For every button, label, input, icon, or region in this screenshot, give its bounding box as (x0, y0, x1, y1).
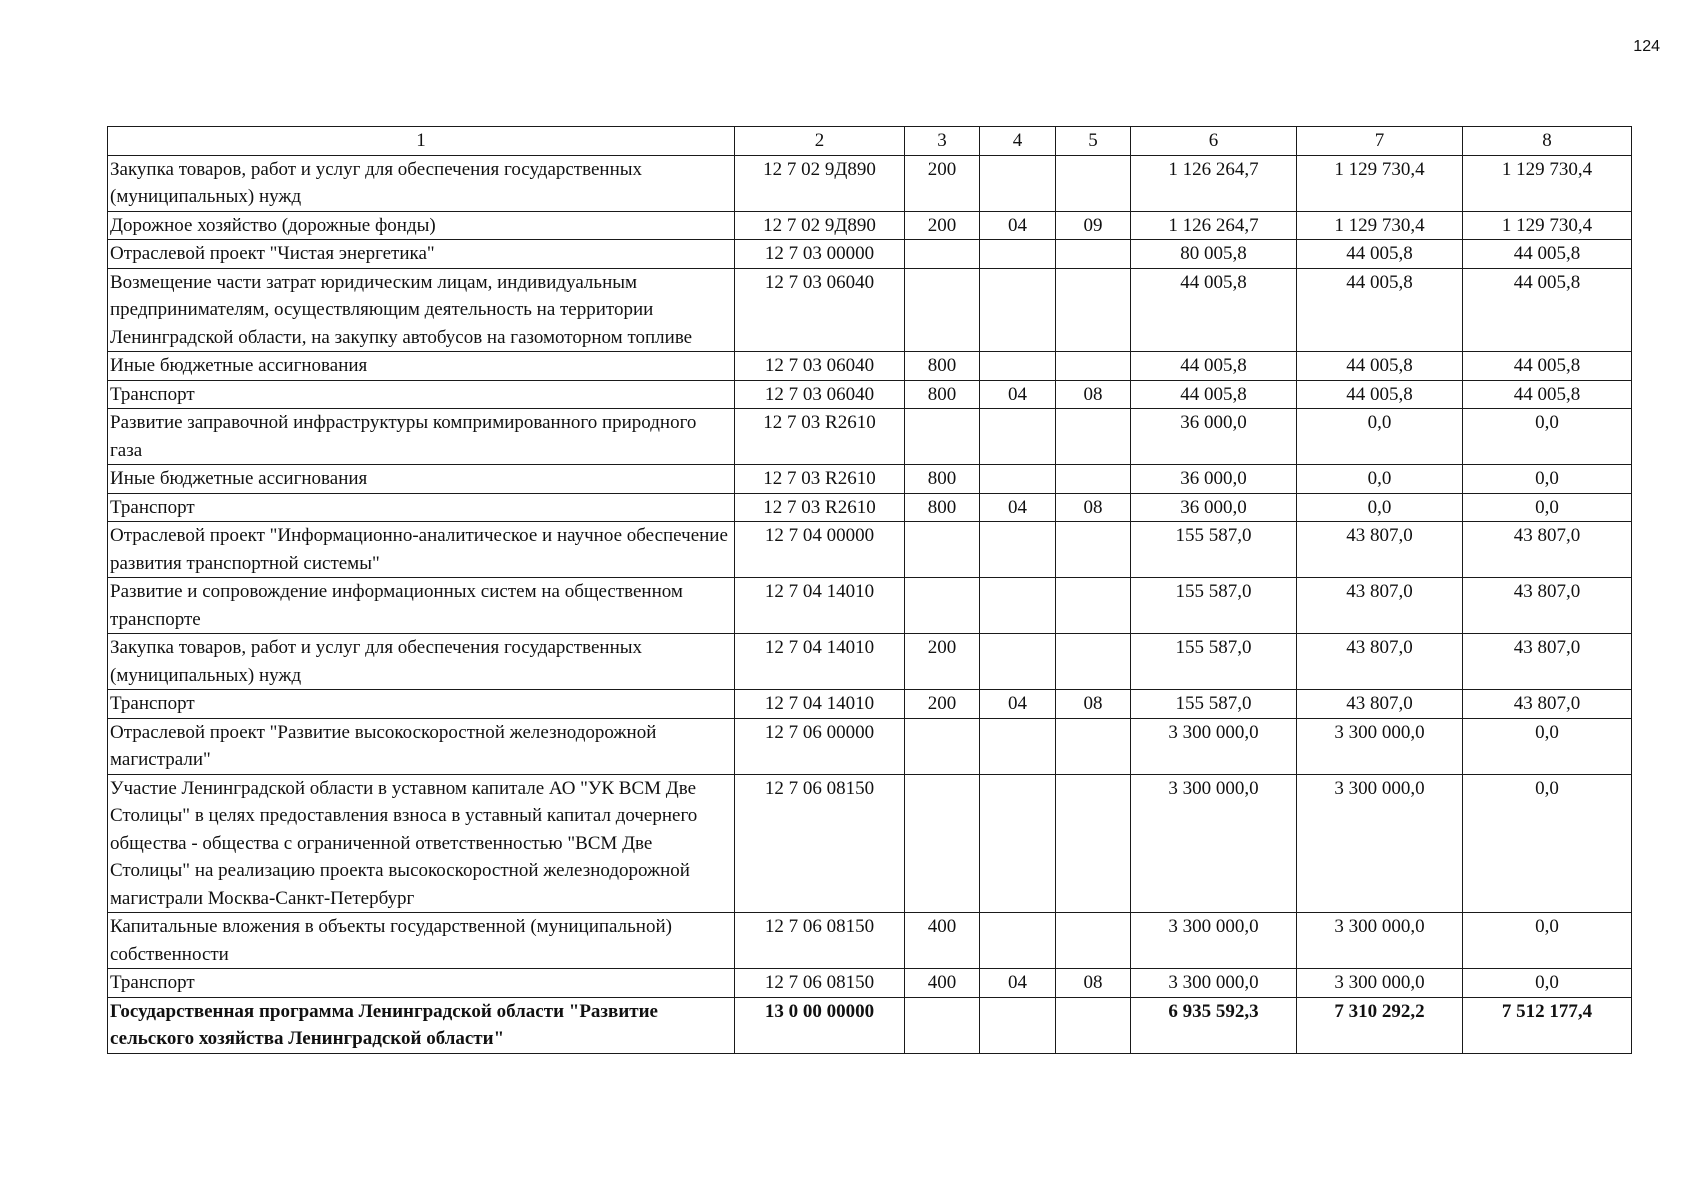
row-value-col8-cell: 0,0 (1463, 718, 1632, 774)
row-name-cell: Возмещение части затрат юридическим лицам, индивидуальным предпринимателям, осуществляющим деятельность на территории Ленинградской области, на закупку автобусов на газомоторном топливе (108, 268, 735, 352)
row-value-col8-cell: 44 005,8 (1463, 268, 1632, 352)
row-value-col6-cell: 6 935 592,3 (1131, 997, 1297, 1053)
row-name-cell: Отраслевой проект "Информационно-аналитическое и научное обеспечение развития транспортной системы" (108, 522, 735, 578)
row-code-cell: 12 7 04 14010 (735, 578, 905, 634)
row-subsection-cell (1056, 465, 1131, 494)
row-subsection-cell (1056, 240, 1131, 269)
row-section-cell: 04 (980, 493, 1056, 522)
budget-table (107, 126, 1632, 1054)
table-row (108, 634, 1632, 690)
row-code-cell: 12 7 06 08150 (735, 969, 905, 998)
row-name-cell: Государственная программа Ленинградской области "Развитие сельского хозяйства Ленинградской области" (108, 997, 735, 1053)
table-row (108, 969, 1632, 998)
row-name-cell: Транспорт (108, 380, 735, 409)
row-value-col6-cell: 3 300 000,0 (1131, 718, 1297, 774)
row-section-cell (980, 240, 1056, 269)
row-section-cell (980, 352, 1056, 381)
row-value-col6-cell: 1 126 264,7 (1131, 211, 1297, 240)
row-code-cell: 12 7 06 08150 (735, 774, 905, 913)
row-subsection-cell (1056, 155, 1131, 211)
table-row (108, 522, 1632, 578)
row-name-cell: Транспорт (108, 493, 735, 522)
row-subsection-cell: 08 (1056, 969, 1131, 998)
row-value-col7-cell: 7 310 292,2 (1297, 997, 1463, 1053)
row-subsection-cell: 08 (1056, 493, 1131, 522)
row-expense-type-cell: 400 (905, 969, 980, 998)
row-value-col7-cell: 0,0 (1297, 409, 1463, 465)
row-value-col8-cell: 0,0 (1463, 409, 1632, 465)
row-name-cell: Дорожное хозяйство (дорожные фонды) (108, 211, 735, 240)
row-value-col8-cell: 43 807,0 (1463, 578, 1632, 634)
table-row (108, 997, 1632, 1053)
row-name-cell: Иные бюджетные ассигнования (108, 465, 735, 494)
row-value-col6-cell: 36 000,0 (1131, 465, 1297, 494)
header-cell: 4 (980, 127, 1056, 156)
row-subsection-cell (1056, 409, 1131, 465)
row-subsection-cell: 09 (1056, 211, 1131, 240)
row-name-cell: Транспорт (108, 690, 735, 719)
row-name-cell: Закупка товаров, работ и услуг для обеспечения государственных (муниципальных) нужд (108, 155, 735, 211)
row-value-col8-cell: 43 807,0 (1463, 690, 1632, 719)
row-value-col7-cell: 44 005,8 (1297, 268, 1463, 352)
row-code-cell: 13 0 00 00000 (735, 997, 905, 1053)
table-row (108, 268, 1632, 352)
table-row (108, 352, 1632, 381)
row-value-col6-cell: 155 587,0 (1131, 690, 1297, 719)
row-value-col6-cell: 36 000,0 (1131, 409, 1297, 465)
row-subsection-cell: 08 (1056, 690, 1131, 719)
row-section-cell: 04 (980, 380, 1056, 409)
row-code-cell: 12 7 03 06040 (735, 352, 905, 381)
row-subsection-cell (1056, 522, 1131, 578)
row-value-col8-cell: 0,0 (1463, 774, 1632, 913)
row-expense-type-cell: 800 (905, 380, 980, 409)
table-row (108, 718, 1632, 774)
table-row (108, 155, 1632, 211)
row-value-col8-cell: 44 005,8 (1463, 240, 1632, 269)
row-value-col6-cell: 80 005,8 (1131, 240, 1297, 269)
row-name-cell: Транспорт (108, 969, 735, 998)
row-value-col8-cell: 1 129 730,4 (1463, 211, 1632, 240)
row-section-cell (980, 522, 1056, 578)
row-subsection-cell (1056, 774, 1131, 913)
row-value-col8-cell: 0,0 (1463, 465, 1632, 494)
row-expense-type-cell: 200 (905, 634, 980, 690)
row-name-cell: Развитие заправочной инфраструктуры компримированного природного газа (108, 409, 735, 465)
row-expense-type-cell: 400 (905, 913, 980, 969)
row-value-col6-cell: 44 005,8 (1131, 268, 1297, 352)
row-value-col6-cell: 3 300 000,0 (1131, 774, 1297, 913)
table-row (108, 240, 1632, 269)
row-subsection-cell (1056, 268, 1131, 352)
row-section-cell: 04 (980, 211, 1056, 240)
row-code-cell: 12 7 02 9Д890 (735, 155, 905, 211)
row-value-col7-cell: 3 300 000,0 (1297, 774, 1463, 913)
row-code-cell: 12 7 02 9Д890 (735, 211, 905, 240)
row-section-cell (980, 718, 1056, 774)
row-value-col8-cell: 7 512 177,4 (1463, 997, 1632, 1053)
row-value-col8-cell: 44 005,8 (1463, 352, 1632, 381)
row-expense-type-cell (905, 240, 980, 269)
row-code-cell: 12 7 03 00000 (735, 240, 905, 269)
row-code-cell: 12 7 03 06040 (735, 268, 905, 352)
row-expense-type-cell: 800 (905, 465, 980, 494)
table-row (108, 211, 1632, 240)
row-code-cell: 12 7 03 R2610 (735, 409, 905, 465)
row-expense-type-cell (905, 718, 980, 774)
row-value-col7-cell: 3 300 000,0 (1297, 969, 1463, 998)
row-value-col8-cell: 43 807,0 (1463, 522, 1632, 578)
row-expense-type-cell: 200 (905, 211, 980, 240)
row-value-col8-cell: 43 807,0 (1463, 634, 1632, 690)
row-section-cell (980, 155, 1056, 211)
row-value-col6-cell: 36 000,0 (1131, 493, 1297, 522)
row-section-cell (980, 268, 1056, 352)
row-expense-type-cell (905, 409, 980, 465)
row-code-cell: 12 7 03 R2610 (735, 493, 905, 522)
table-row (108, 409, 1632, 465)
row-expense-type-cell: 200 (905, 155, 980, 211)
row-code-cell: 12 7 04 14010 (735, 634, 905, 690)
row-name-cell: Участие Ленинградской области в уставном капитале АО "УК ВСМ Две Столицы" в целях предоставления взноса в уставный капитал дочернего общества - общества с ограниченной ответственностью "ВСМ Две Столицы" на реализацию проекта высокоскоростной железнодорожной магистрали Москва-Санкт-Петербург (108, 774, 735, 913)
row-name-cell: Иные бюджетные ассигнования (108, 352, 735, 381)
table-row (108, 493, 1632, 522)
row-expense-type-cell (905, 578, 980, 634)
row-value-col7-cell: 44 005,8 (1297, 352, 1463, 381)
header-cell: 5 (1056, 127, 1131, 156)
row-subsection-cell (1056, 997, 1131, 1053)
table-row (108, 465, 1632, 494)
row-subsection-cell (1056, 578, 1131, 634)
row-value-col7-cell: 3 300 000,0 (1297, 913, 1463, 969)
row-expense-type-cell: 200 (905, 690, 980, 719)
row-expense-type-cell: 800 (905, 493, 980, 522)
row-value-col7-cell: 44 005,8 (1297, 380, 1463, 409)
row-expense-type-cell: 800 (905, 352, 980, 381)
row-subsection-cell (1056, 718, 1131, 774)
row-subsection-cell (1056, 352, 1131, 381)
row-code-cell: 12 7 04 00000 (735, 522, 905, 578)
row-value-col7-cell: 0,0 (1297, 493, 1463, 522)
row-section-cell (980, 997, 1056, 1053)
row-section-cell: 04 (980, 690, 1056, 719)
row-subsection-cell (1056, 913, 1131, 969)
row-subsection-cell (1056, 634, 1131, 690)
row-value-col6-cell: 1 126 264,7 (1131, 155, 1297, 211)
row-value-col6-cell: 3 300 000,0 (1131, 969, 1297, 998)
row-section-cell (980, 634, 1056, 690)
row-section-cell (980, 913, 1056, 969)
table-row (108, 913, 1632, 969)
row-code-cell: 12 7 06 08150 (735, 913, 905, 969)
row-code-cell: 12 7 03 06040 (735, 380, 905, 409)
row-value-col6-cell: 155 587,0 (1131, 634, 1297, 690)
header-cell: 3 (905, 127, 980, 156)
row-value-col7-cell: 43 807,0 (1297, 522, 1463, 578)
row-value-col7-cell: 43 807,0 (1297, 578, 1463, 634)
row-value-col7-cell: 0,0 (1297, 465, 1463, 494)
row-expense-type-cell (905, 522, 980, 578)
row-name-cell: Развитие и сопровождение информационных систем на общественном транспорте (108, 578, 735, 634)
row-value-col7-cell: 3 300 000,0 (1297, 718, 1463, 774)
row-expense-type-cell (905, 774, 980, 913)
row-value-col7-cell: 43 807,0 (1297, 690, 1463, 719)
row-value-col8-cell: 0,0 (1463, 913, 1632, 969)
row-value-col6-cell: 44 005,8 (1131, 380, 1297, 409)
row-value-col8-cell: 0,0 (1463, 493, 1632, 522)
header-cell: 6 (1131, 127, 1297, 156)
row-value-col7-cell: 1 129 730,4 (1297, 155, 1463, 211)
row-subsection-cell: 08 (1056, 380, 1131, 409)
row-value-col6-cell: 44 005,8 (1131, 352, 1297, 381)
row-value-col8-cell: 1 129 730,4 (1463, 155, 1632, 211)
row-value-col7-cell: 1 129 730,4 (1297, 211, 1463, 240)
row-name-cell: Отраслевой проект "Чистая энергетика" (108, 240, 735, 269)
header-cell: 8 (1463, 127, 1632, 156)
row-section-cell (980, 465, 1056, 494)
header-cell: 7 (1297, 127, 1463, 156)
table-row (108, 578, 1632, 634)
table-row (108, 774, 1632, 913)
row-code-cell: 12 7 06 00000 (735, 718, 905, 774)
page-number: 124 (1633, 38, 1660, 55)
row-code-cell: 12 7 03 R2610 (735, 465, 905, 494)
row-value-col7-cell: 43 807,0 (1297, 634, 1463, 690)
row-value-col6-cell: 155 587,0 (1131, 522, 1297, 578)
header-cell: 1 (108, 127, 735, 156)
row-section-cell (980, 409, 1056, 465)
row-value-col6-cell: 155 587,0 (1131, 578, 1297, 634)
row-expense-type-cell (905, 997, 980, 1053)
row-section-cell: 04 (980, 969, 1056, 998)
row-name-cell: Закупка товаров, работ и услуг для обеспечения государственных (муниципальных) нужд (108, 634, 735, 690)
row-value-col7-cell: 44 005,8 (1297, 240, 1463, 269)
row-name-cell: Отраслевой проект "Развитие высокоскоростной железнодорожной магистрали" (108, 718, 735, 774)
row-name-cell: Капитальные вложения в объекты государственной (муниципальной) собственности (108, 913, 735, 969)
table-row (108, 380, 1632, 409)
row-expense-type-cell (905, 268, 980, 352)
row-section-cell (980, 774, 1056, 913)
row-code-cell: 12 7 04 14010 (735, 690, 905, 719)
row-value-col8-cell: 0,0 (1463, 969, 1632, 998)
row-value-col8-cell: 44 005,8 (1463, 380, 1632, 409)
row-value-col6-cell: 3 300 000,0 (1131, 913, 1297, 969)
row-section-cell (980, 578, 1056, 634)
table-header-row (108, 127, 1632, 156)
header-cell: 2 (735, 127, 905, 156)
table-row (108, 690, 1632, 719)
